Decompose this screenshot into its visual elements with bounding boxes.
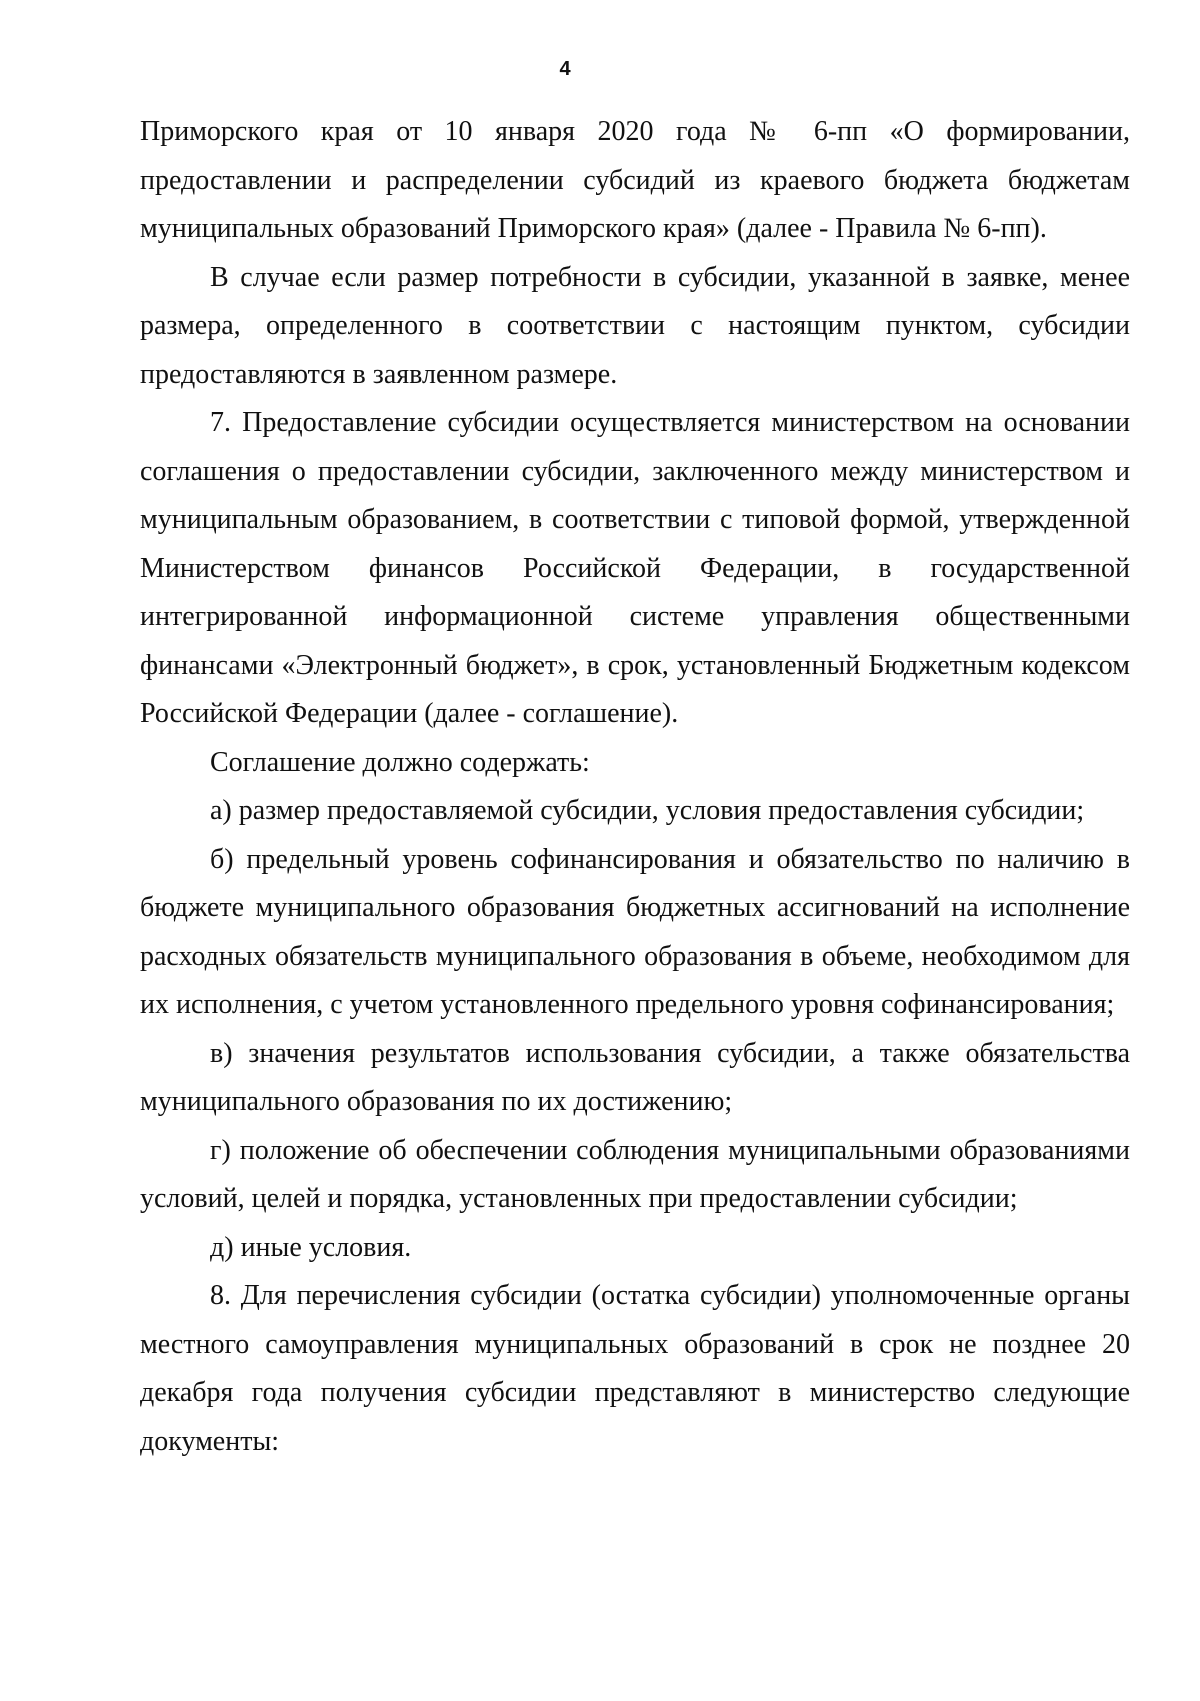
list-item-d: д) иные условия. xyxy=(210,1231,412,1263)
list-item-v: в) значения результатов использования субсидии, а также обязательства муниципального образования по их достижению; xyxy=(140,1037,1130,1117)
paragraph-continuation: Приморского края от 10 января 2020 года № 6-пп «О формировании, предоставлении и распределении субсидий из краевого бюджета бюджетам муниципальных образований Приморского края» (далее - Правила № 6-пп). xyxy=(140,116,1130,244)
paragraph-item-8: 8. Для перечисления субсидии (остатка субсидии) уполномоченные органы местного самоуправления муниципальных образований в срок не позднее 20 декабря года получения субсидии представляют в министерство следующие документы: xyxy=(140,1280,1130,1457)
page-number: 4 xyxy=(559,58,571,80)
paragraph-subsidy-need: В случае если размер потребности в субсидии, указанной в заявке, менее размера, определенного в соответствии с настоящим пунктом, субсидии предоставляются в заявленном размере. xyxy=(140,261,1130,390)
paragraph-item-7: 7. Предоставление субсидии осуществляется министерством на основании соглашения о предоставлении субсидии, заключенного между министерством и муниципальным образованием, в соответствии с типовой формой, утвержденной Министерством финансов Российской Федерации, в государственной интегрированной информационной системе управления общественными финансами «Электронный бюджет», в срок, установленный Бюджетным кодексом Российской Федерации (далее - соглашение). xyxy=(140,407,1130,729)
document-body xyxy=(140,108,1130,1466)
list-item-g: г) положение об обеспечении соблюдения муниципальными образованиями условий, целей и порядка, установленных при предоставлении субсидии; xyxy=(140,1134,1130,1214)
list-item-b: б) предельный уровень софинансирования и обязательство по наличию в бюджете муниципального образования бюджетных ассигнований на исполнение расходных обязательств муниципального образования в объеме, необходимом для их исполнения, с учетом установленного предельного уровня софинансирования; xyxy=(140,843,1130,1020)
paragraph-agreement-contents: Соглашение должно содержать: xyxy=(210,746,590,778)
list-item-a: а) размер предоставляемой субсидии, условия предоставления субсидии; xyxy=(210,795,1085,826)
